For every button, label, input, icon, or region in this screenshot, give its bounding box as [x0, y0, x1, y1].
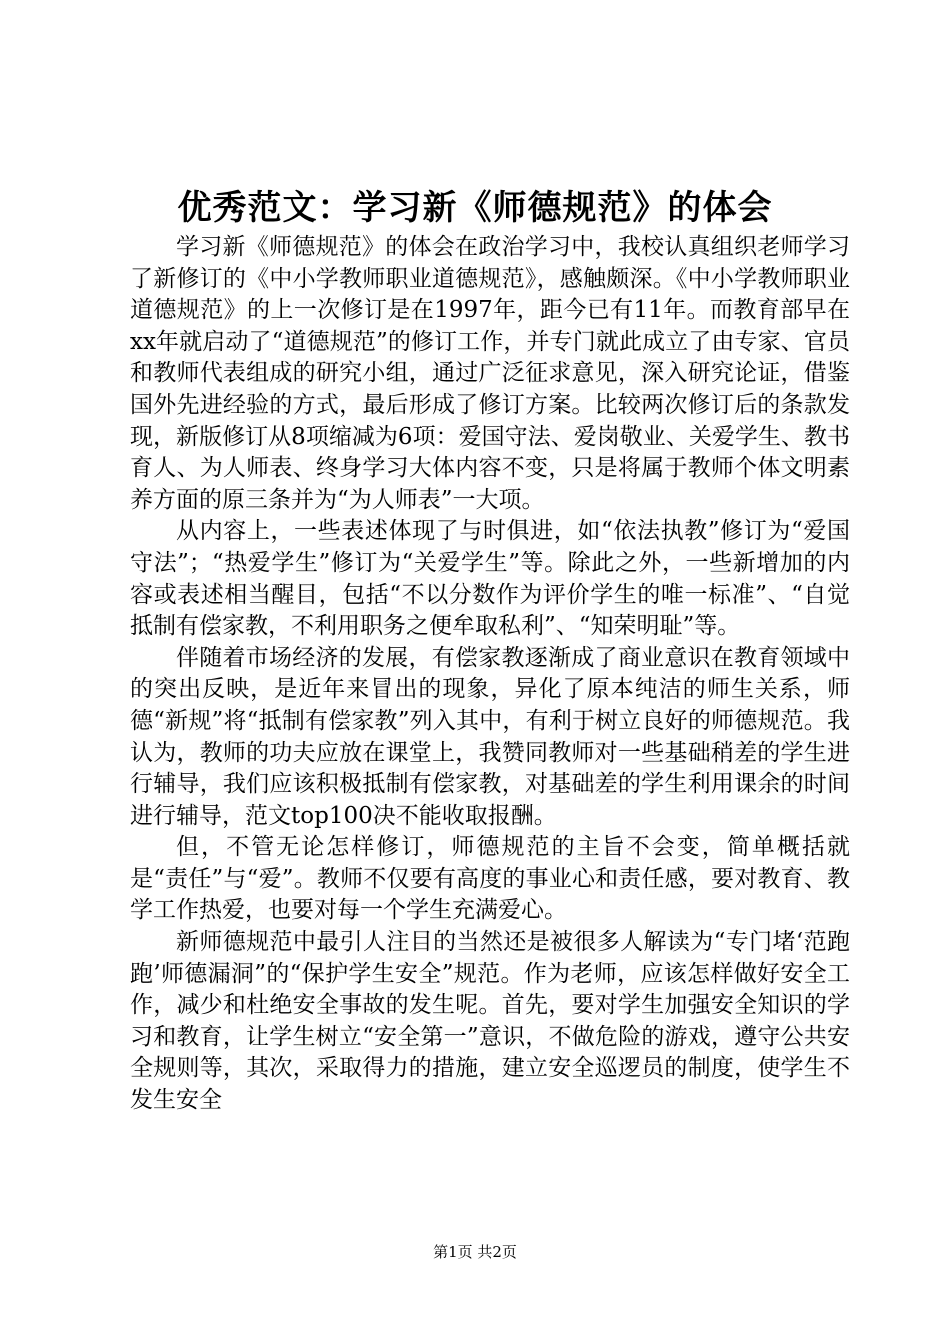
- paragraph-4: 但，不管无论怎样修订，师德规范的主旨不会变，简单概括就是“责任”与“爱”。教师不仅要有高度的事业心和责任感，要对教育、教学工作热爱，也要对每一个学生充满爱心。: [130, 834, 850, 924]
- page-number-footer: 第1页 共2页: [433, 1243, 517, 1261]
- document-body: [130, 232, 850, 1117]
- paragraph-1: 学习新《师德规范》的体会在政治学习中，我校认真组织老师学习了新修订的《中小学教师职业道德规范》，感触颇深。《中小学教师职业道德规范》的上一次修订是在1997年，距今已有11年。而教育部早在xx年就启动了“道德规范”的修订工作，并专门就此成立了由专家、官员和教师代表组成的研究小组，通过广泛征求意见，深入研究论证，借鉴国外先进经验的方式，最后形成了修订方案。比较两次修订后的条款发现，新版修订从8项缩减为6项：爱国守法、爱岗敬业、关爱学生、教书育人、为人师表、终身学习大体内容不变，只是将属于教师个体文明素养方面的原三条并为“为人师表”一大项。: [130, 234, 850, 513]
- paragraph-3: 伴随着市场经济的发展，有偿家教逐渐成了商业意识在教育领域中的突出反映，是近年来冒出的现象，异化了原本纯洁的师生关系，师德“新规”将“抵制有偿家教”列入其中，有利于树立良好的师德规范。我认为，教师的功夫应放在课堂上，我赞同教师对一些基础稍差的学生进行辅导，我们应该积极抵制有偿家教，对基础差的学生利用课余的时间进行辅导，范文top100决不能收取报酬。: [130, 644, 850, 829]
- paragraph-2: 从内容上，一些表述体现了与时俱进，如“依法执教”修订为“爱国守法”；“热爱学生”修订为“关爱学生”等。除此之外，一些新增加的内容或表述相当醒目，包括“不以分数作为评价学生的唯一标准”、“自觉抵制有偿家教，不利用职务之便牟取私利”、“知荣明耻”等。: [130, 518, 850, 640]
- document-title: 优秀范文：学习新《师德规范》的体会: [177, 188, 773, 228]
- paragraph-5: 新师德规范中最引人注目的当然还是被很多人解读为“专门堵‘范跑跑’师德漏洞”的“保护学生安全”规范。作为老师，应该怎样做好安全工作，减少和杜绝安全事故的发生呢。首先，要对学生加强安全知识的学习和教育，让学生树立“安全第一”意识，不做危险的游戏，遵守公共安全规则等，其次，采取得力的措施，建立安全巡逻员的制度，使学生不发生安全: [130, 929, 850, 1114]
